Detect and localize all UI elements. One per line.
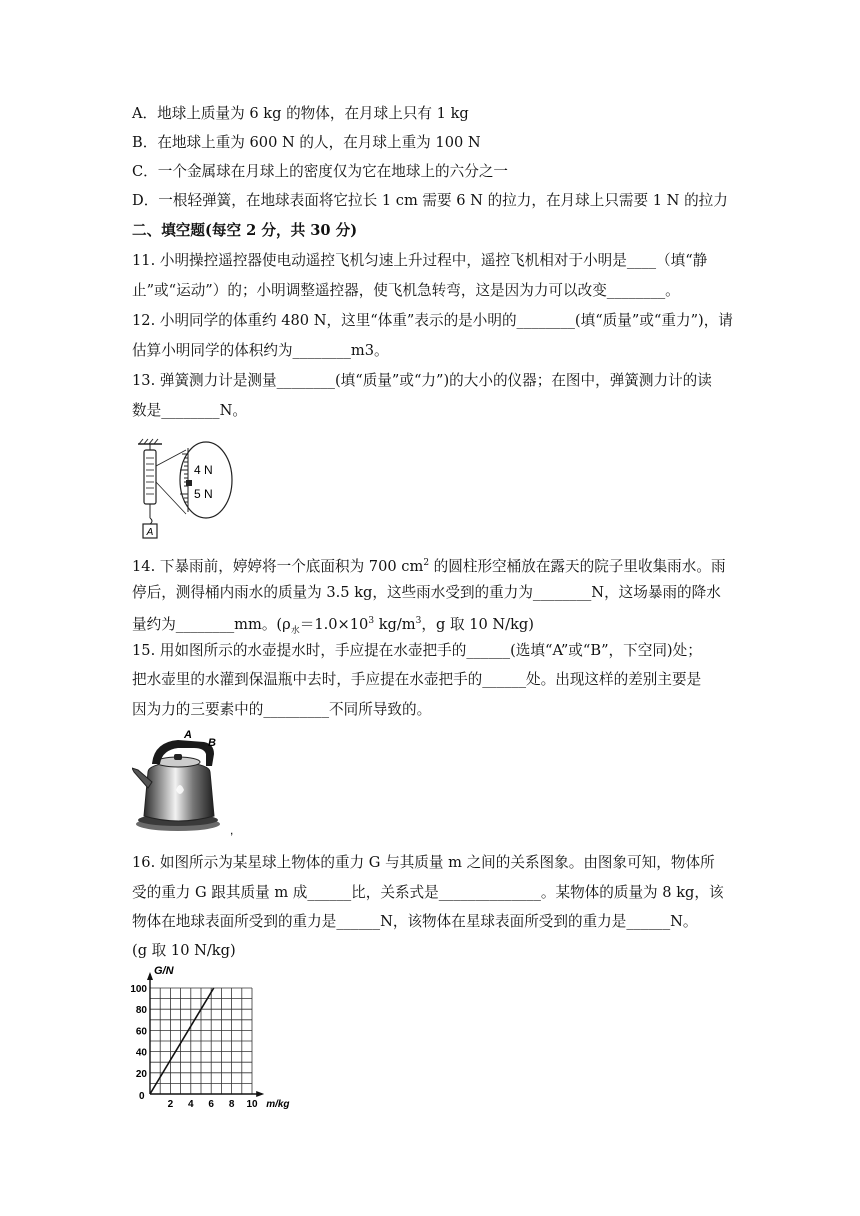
q15-line1: 15. 用如图所示的水壶提水时，手应提在水壶把手的______(选填“A”或“B”，下空同)处； bbox=[132, 642, 702, 659]
q16-line2: 受的重力 G 跟其质量 m 成______比，关系式是______________。某物体的质量为 8 kg，该 bbox=[132, 884, 724, 901]
option-c: C．一个金属球在月球上的密度仅为它在地球上的六分之一 bbox=[132, 163, 509, 180]
q15-line2: 把水壶里的水灌到保温瓶中去时，手应提在水壶把手的______处。出现这样的差别主要是 bbox=[132, 671, 702, 688]
section-title: 二、填空题(每空 2 分，共 30 分) bbox=[132, 222, 358, 239]
origin-label: 0 bbox=[139, 1091, 145, 1102]
y-tick-label: 40 bbox=[135, 1047, 147, 1059]
option-a: A．地球上质量为 6 kg 的物体，在月球上只有 1 kg bbox=[132, 105, 469, 122]
g-m-chart bbox=[128, 964, 300, 1114]
x-tick-label: 6 bbox=[208, 1099, 214, 1110]
q12-line2: 估算小明同学的体积约为________m3。 bbox=[132, 342, 389, 359]
label-4n: 4 N bbox=[194, 463, 213, 477]
q16-line4: (g 取 10 N/kg) bbox=[132, 942, 236, 959]
y-tick-label: 60 bbox=[135, 1026, 147, 1038]
q14-line3: 量约为________mm。($\rho_水=1.0\times 10^3$ $kg/m^3$，g 取 10 N/kg) bbox=[132, 615, 534, 636]
spring-scale-figure bbox=[130, 438, 240, 550]
q16-line3: 物体在地球表面所受到的重力是______N，该物体在星球表面所受到的重力是______N。 bbox=[132, 913, 698, 930]
y-tick-label: 100 bbox=[130, 984, 147, 995]
x-axis-label: m/kg bbox=[266, 1099, 290, 1110]
caption-comma: , bbox=[230, 823, 234, 836]
q12-line1: 12. 小明同学的体重约 480 N，这里“体重”表示的是小明的________(填“质量”或“重力”)，请 bbox=[132, 312, 733, 329]
chart-axes bbox=[147, 972, 264, 1097]
kettle-figure bbox=[132, 728, 242, 836]
option-d: D．一根轻弹簧，在地球表面将它拉长 1 cm 需要 6 N 的拉力，在月球上只需要 1 N 的拉力 bbox=[132, 192, 728, 209]
weight-a-label: A bbox=[146, 527, 154, 538]
y-axis-arrow bbox=[147, 972, 153, 980]
cm-exponent: 2 bbox=[423, 558, 430, 568]
q11-line2: 止”或“运动”）的；小明调整遥控器，使飞机急转弯，这是因为力可以改变________。 bbox=[132, 282, 680, 299]
q15-line3: 因为力的三要素中的_________不同所导致的。 bbox=[132, 701, 432, 718]
y-axis-label: G/N bbox=[154, 965, 174, 977]
y-tick-label: 20 bbox=[135, 1068, 147, 1080]
handle-a-label: A bbox=[184, 729, 192, 741]
q16-line1: 16. 如图所示为某星球上物体的重力 G 与其质量 m 之间的关系图象。由图象可知，物体所 bbox=[132, 854, 715, 871]
option-b: B．在地球上重为 600 N 的人，在月球上重为 100 N bbox=[132, 134, 481, 151]
label-5n: 5 N bbox=[194, 487, 213, 501]
chart-grid bbox=[150, 988, 252, 1094]
q14-line1: 14. 下暴雨前，婷婷将一个底面积为 700 $cm^2$ 的圆柱形空桶放在露天的院子里收集雨水。雨 bbox=[132, 557, 726, 575]
q13-line1: 13. 弹簧测力计是测量________(填“质量”或“力”)的大小的仪器；在图中，弹簧测力计的读 bbox=[132, 372, 712, 389]
x-tick-label: 8 bbox=[228, 1099, 235, 1110]
q13-line2: 数是________N。 bbox=[132, 402, 247, 419]
q14-line2: 停后，测得桶内雨水的质量为 3.5 kg，这些雨水受到的重力为________N，这场暴雨的降水 bbox=[132, 584, 721, 601]
y-tick-label: 80 bbox=[135, 1005, 147, 1017]
x-tick-label: 2 bbox=[167, 1099, 174, 1110]
x-tick-label: 10 bbox=[246, 1099, 258, 1110]
x-tick-label: 4 bbox=[188, 1099, 194, 1110]
q11-line1: 11. 小明操控遥控器使电动遥控飞机匀速上升过程中，遥控飞机相对于小明是____（填“静 bbox=[132, 252, 708, 269]
x-axis-arrow bbox=[256, 1091, 264, 1097]
handle-b-label: B bbox=[208, 737, 216, 749]
water-subscript: 水 bbox=[290, 625, 300, 636]
